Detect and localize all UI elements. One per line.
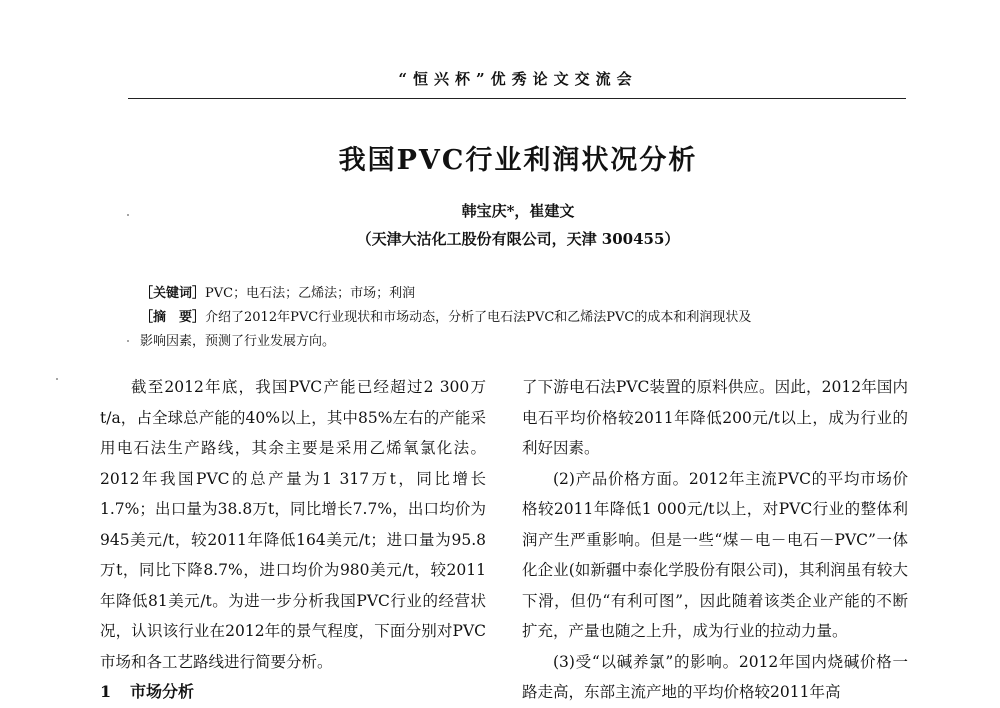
journal-header: “恒兴杯”优秀论文交流会 bbox=[398, 70, 638, 88]
section-number: 1 bbox=[100, 682, 112, 701]
scan-speck bbox=[56, 378, 58, 380]
section-heading bbox=[100, 677, 486, 708]
abstract-label: ［摘 要］ bbox=[140, 310, 206, 325]
section-title: 市场分析 bbox=[130, 682, 195, 701]
right-column bbox=[522, 372, 908, 708]
abstract-text-1: 介绍了2012年PVC行业现状和市场动态，分析了电石法PVC和乙烯法PVC的成本和利润现状及 bbox=[205, 310, 752, 325]
right-paragraph-1: 了下游电石法PVC装置的原料供应。因此，2012年国内电石平均价格较2011年降低200元/t以上，成为行业的利好因素。 bbox=[522, 378, 908, 457]
scan-speck bbox=[127, 340, 129, 342]
abstract-line-1 bbox=[140, 306, 900, 330]
abstract-line-2: 影响因素，预测了行业发展方向。 bbox=[140, 334, 336, 349]
authors: 韩宝庆*，崔建文 bbox=[461, 202, 575, 220]
keywords-label: ［关键词］ bbox=[140, 286, 206, 301]
left-column bbox=[100, 372, 486, 708]
affiliation: （天津大沽化工股份有限公司，天津 300455） bbox=[356, 230, 680, 248]
scan-speck bbox=[127, 214, 129, 216]
keywords-text: PVC；电石法；乙烯法；市场；利润 bbox=[205, 286, 416, 301]
right-paragraph-2: (2)产品价格方面。2012年主流PVC的平均市场价格较2011年降低1 000元/t以上，对PVC行业的整体利润产生严重影响。但是一些“煤－电－电石－PVC”一体化企业(如新疆中泰化学股份有限公司)，其利润虽有较大下滑，但仍“有利可图”，因此随着该类企业产能的不断扩充，产量也随之上升，成为行业的拉动力量。 bbox=[522, 469, 908, 640]
paper-title: 我国PVC行业利润状况分析 bbox=[338, 145, 698, 176]
header-rule bbox=[128, 98, 906, 99]
right-paragraph-3: (3)受“以碱养氯”的影响。2012年国内烧碱价格一路走高，东部主流产地的平均价格较2011年高 bbox=[522, 652, 908, 701]
intro-paragraph: 截至2012年底，我国PVC产能已经超过2 300万t/a，占全球总产能的40%以上，其中85%左右的产能采用电石法生产路线，其余主要是采用乙烯氧氯化法。2012年我国PVC的总产量为1 317万t，同比增长1.7%；出口量为38.8万t，同比增长7.7%，出口均价为945美元/t，较2011年降低164美元/t；进口量为95.8万t，同比下降8.7%，进口均价为980美元/t，较2011年降低81美元/t。为进一步分析我国PVC行业的经营状况，认识该行业在2012年的景气程度，下面分别对PVC市场和各工艺路线进行简要分析。 bbox=[100, 378, 486, 671]
keywords bbox=[140, 282, 900, 301]
abstract bbox=[140, 306, 900, 354]
